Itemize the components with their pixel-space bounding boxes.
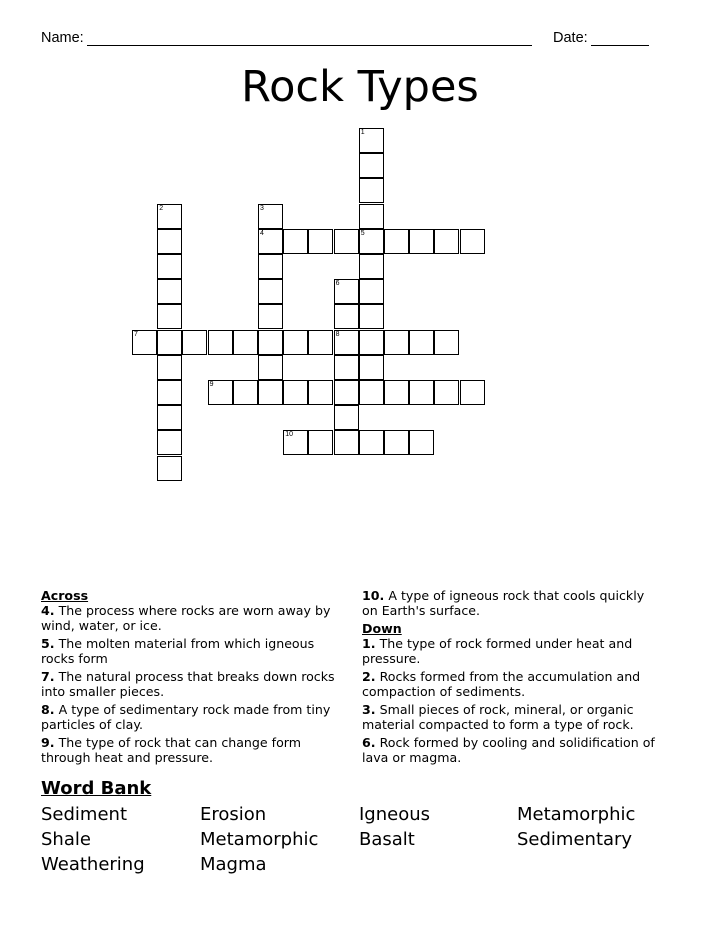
clue-across-4: 4. The process where rocks are worn away by wind, water, or ice. [41,603,331,633]
word-bank-heading: Word Bank [41,778,152,799]
clue-number: 4 [260,229,264,237]
word-bank-item: Sedimentary [517,829,633,850]
crossword-cell[interactable] [409,229,434,254]
crossword-cell[interactable] [384,229,409,254]
crossword-cell[interactable] [308,430,333,455]
crossword-cell[interactable] [258,279,283,304]
crossword-cell[interactable] [157,304,182,329]
page-title: Rock Types [241,62,479,112]
crossword-cell[interactable] [359,153,384,178]
crossword-cell[interactable] [258,355,283,380]
crossword-cell[interactable] [359,254,384,279]
word-bank-item: Sediment [41,804,128,825]
word-bank-item: Basalt [359,829,415,850]
crossword-cell[interactable] [359,128,384,153]
clue-number: 9 [209,381,214,388]
clues-left [41,588,341,768]
crossword-cell[interactable] [157,405,182,430]
crossword-cell[interactable] [434,380,459,405]
crossword-cell[interactable] [157,430,182,455]
clue-number: 3 [260,204,264,212]
clue-number: 10 [285,431,293,439]
word-bank-item: Igneous [359,804,431,825]
crossword-cell[interactable] [334,229,359,254]
crossword-cell[interactable] [308,229,333,254]
clue-across-5: 5. The molten material from which igneous rocks form [41,636,315,666]
clue-across-7: 7. The natural process that breaks down rocks into smaller pieces. [41,669,335,699]
clue-down-3: 3. Small pieces of rock, mineral, or organic material compacted to form a type of rock. [362,702,634,732]
name-label: Name: [41,30,84,46]
crossword-cell[interactable] [157,380,182,405]
crossword-cell[interactable] [334,330,359,355]
crossword-cell[interactable] [384,380,409,405]
clue-number: 2 [159,204,164,212]
down-heading: Down [362,621,402,636]
crossword-cell[interactable] [182,330,207,355]
word-bank-item: Metamorphic [517,804,636,825]
crossword-cell[interactable] [258,204,283,229]
crossword-cell[interactable] [409,380,434,405]
crossword-cell[interactable] [434,330,459,355]
clue-number: 7 [134,330,138,338]
crossword-cell[interactable] [334,355,359,380]
crossword-cell[interactable] [334,380,359,405]
clue-number: 6 [335,280,340,288]
crossword-cell[interactable] [359,229,384,254]
crossword-cell[interactable] [359,204,384,229]
crossword-cell[interactable] [409,430,434,455]
crossword-cell[interactable] [283,380,308,405]
crossword-cell[interactable] [359,430,384,455]
crossword-cell[interactable] [132,330,157,355]
crossword-cell[interactable] [208,330,233,355]
crossword-cell[interactable] [460,229,485,254]
word-bank-item: Shale [41,829,91,850]
clue-number: 8 [335,330,340,338]
clue-number: 5 [360,229,365,237]
clues-right [362,588,662,768]
crossword-cell[interactable] [157,229,182,254]
clue-down-1: 1. The type of rock formed under heat and pressure. [362,636,633,666]
crossword-cell[interactable] [334,304,359,329]
crossword-cell[interactable] [233,330,258,355]
clue-down-2: 2. Rocks formed from the accumulation and compaction of sediments. [362,669,641,699]
clue-across-10: 10. A type of igneous rock that cools quickly on Earth's surface. [362,588,645,618]
crossword-cell[interactable] [258,380,283,405]
crossword-cell[interactable] [460,380,485,405]
word-bank-item: Erosion [200,804,267,825]
crossword-cell[interactable] [157,355,182,380]
crossword-cell[interactable] [157,330,182,355]
crossword-cell[interactable] [334,430,359,455]
crossword-cell[interactable] [258,330,283,355]
word-bank-item: Metamorphic [200,829,319,850]
crossword-cell[interactable] [409,330,434,355]
crossword-cell[interactable] [359,355,384,380]
crossword-cell[interactable] [384,430,409,455]
clue-down-6: 6. Rock formed by cooling and solidification of lava or magma. [362,735,655,765]
clue-across-9: 9. The type of rock that can change form through heat and pressure. [41,735,302,765]
across-heading: Across [41,588,89,603]
crossword-cell[interactable] [359,304,384,329]
crossword-cell[interactable] [258,229,283,254]
word-bank-item: Magma [200,854,267,875]
clue-across-8: 8. A type of sedimentary rock made from tiny particles of clay. [41,702,331,732]
crossword-cell[interactable] [359,380,384,405]
crossword-cell[interactable] [283,430,308,455]
clue-number: 1 [360,129,365,136]
crossword-cell[interactable] [157,456,182,481]
crossword-cell[interactable] [359,330,384,355]
crossword-cell[interactable] [308,380,333,405]
crossword-cell[interactable] [359,279,384,304]
crossword-cell[interactable] [157,254,182,279]
date-label: Date: [553,30,588,46]
crossword-cell[interactable] [208,380,233,405]
crossword-cell[interactable] [384,330,409,355]
crossword-cell[interactable] [359,178,384,203]
crossword-cell[interactable] [334,405,359,430]
crossword-cell[interactable] [334,279,359,304]
crossword-cell[interactable] [258,304,283,329]
crossword-cell[interactable] [157,204,182,229]
crossword-cell[interactable] [258,254,283,279]
crossword-cell[interactable] [434,229,459,254]
word-bank-item: Weathering [41,854,145,875]
crossword-cell[interactable] [233,380,258,405]
crossword-cell[interactable] [283,330,308,355]
crossword-cell[interactable] [157,279,182,304]
crossword-cell[interactable] [308,330,333,355]
crossword-cell[interactable] [283,229,308,254]
